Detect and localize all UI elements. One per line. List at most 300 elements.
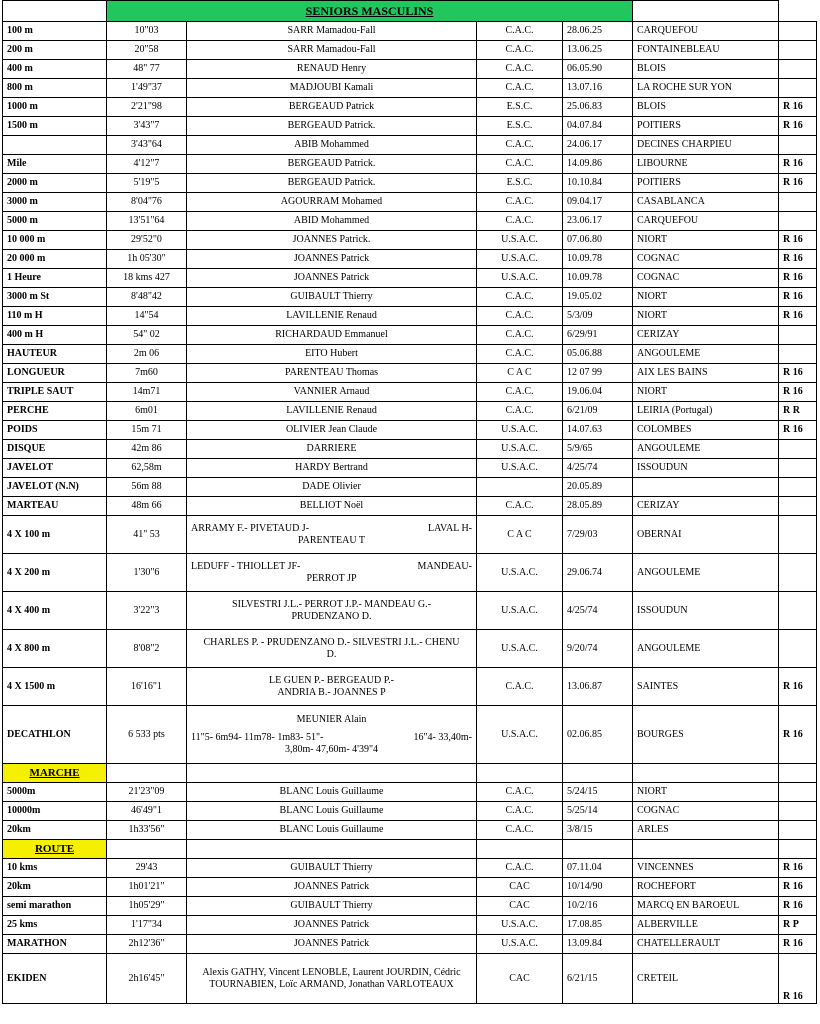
empty-cell	[779, 764, 817, 783]
date-cell: 5/25/14	[563, 802, 633, 821]
empty-cell	[477, 840, 563, 859]
event-cell: 5000 m	[3, 212, 107, 231]
club-cell: U.S.A.C.	[477, 231, 563, 250]
relay-team-line: ANDRIA B.- JOANNES P	[277, 686, 386, 698]
date-cell: 06.05.90	[563, 60, 633, 79]
header-row	[3, 1, 817, 22]
table-row	[3, 459, 817, 478]
club-cell: C.A.C.	[477, 497, 563, 516]
event-cell: 10000m	[3, 802, 107, 821]
date-cell: 14.09.86	[563, 155, 633, 174]
relay-team-line: CHARLES P. - PRUDENZANO D.- SILVESTRI J.L.- CHENU	[203, 636, 460, 648]
category-cell: R 16	[779, 307, 817, 326]
table-row	[3, 916, 817, 935]
place-cell: DECINES CHARPIEU	[633, 136, 779, 155]
club-cell: E.S.C.	[477, 174, 563, 193]
club-cell: C A C	[477, 364, 563, 383]
empty-cell	[477, 764, 563, 783]
performance-cell: 29'43	[107, 859, 187, 878]
club-cell	[477, 478, 563, 497]
date-cell: 02.06.85	[563, 706, 633, 764]
date-cell: 7/29/03	[563, 516, 633, 554]
decathlon-marks: 11"5- 6m94- 11m78- 1m83- 51"-	[191, 731, 324, 743]
empty-cell	[633, 840, 779, 859]
relay-team-line: LE GUEN P.- BERGEAUD P.-	[269, 674, 394, 686]
performance-cell: 6m01	[107, 402, 187, 421]
date-cell: 19.06.04	[563, 383, 633, 402]
event-cell	[3, 136, 107, 155]
club-cell: C.A.C.	[477, 212, 563, 231]
category-cell: R 16	[779, 383, 817, 402]
performance-cell: 2'21"98	[107, 98, 187, 117]
relay-row	[3, 516, 817, 554]
table-row	[3, 497, 817, 516]
athlete-cell: DADE Olivier	[187, 478, 477, 497]
place-cell: CARQUEFOU	[633, 22, 779, 41]
table-row	[3, 136, 817, 155]
category-cell: R 16	[779, 174, 817, 193]
club-cell: C.A.C.	[477, 288, 563, 307]
relay-team-line: ARRAMY F.- PIVETAUD J-	[191, 522, 310, 534]
date-cell: 4/25/74	[563, 459, 633, 478]
place-cell: ANGOULEME	[633, 630, 779, 668]
place-cell: ARLES	[633, 821, 779, 840]
place-cell: LA ROCHE SUR YON	[633, 79, 779, 98]
category-cell	[779, 212, 817, 231]
ekiden-row	[3, 954, 817, 1004]
table-row	[3, 155, 817, 174]
place-cell: MARCQ EN BAROEUL	[633, 897, 779, 916]
club-cell: U.S.A.C.	[477, 630, 563, 668]
table-row	[3, 79, 817, 98]
category-cell	[779, 136, 817, 155]
athlete-cell: OLIVIER Jean Claude	[187, 421, 477, 440]
athlete-cell: BERGEAUD Patrick.	[187, 117, 477, 136]
place-cell: LEIRIA (Portugal)	[633, 402, 779, 421]
event-cell: 4 X 200 m	[3, 554, 107, 592]
category-cell: R 16	[779, 288, 817, 307]
place-cell: NIORT	[633, 783, 779, 802]
place-cell: ANGOULEME	[633, 440, 779, 459]
athlete-cell: BERGEAUD Patrick.	[187, 155, 477, 174]
performance-cell: 10"03	[107, 22, 187, 41]
event-cell: TRIPLE SAUT	[3, 383, 107, 402]
route-section-title: ROUTE	[3, 840, 107, 859]
performance-cell: 14m71	[107, 383, 187, 402]
relay-team-line: PERROT JP	[306, 572, 357, 584]
club-cell: U.S.A.C.	[477, 706, 563, 764]
event-cell: 4 X 800 m	[3, 630, 107, 668]
relay-team-line: D.	[326, 648, 337, 660]
place-cell: NIORT	[633, 288, 779, 307]
date-cell: 13.07.16	[563, 79, 633, 98]
performance-cell: 42m 86	[107, 440, 187, 459]
place-cell: LIBOURNE	[633, 155, 779, 174]
table-row	[3, 174, 817, 193]
club-cell: C.A.C.	[477, 193, 563, 212]
event-cell: 4 X 100 m	[3, 516, 107, 554]
performance-cell: 29'52"0	[107, 231, 187, 250]
date-cell: 10/14/90	[563, 878, 633, 897]
performance-cell: 3'43"64	[107, 136, 187, 155]
performance-cell: 2h12'36"	[107, 935, 187, 954]
athlete-cell: BERGEAUD Patrick.	[187, 174, 477, 193]
club-cell: E.S.C.	[477, 117, 563, 136]
club-cell: C A C	[477, 516, 563, 554]
club-cell: U.S.A.C.	[477, 916, 563, 935]
empty-cell	[187, 764, 477, 783]
athlete-cell: JOANNES Patrick	[187, 269, 477, 288]
date-cell: 05.06.88	[563, 345, 633, 364]
date-cell: 13.06.25	[563, 41, 633, 60]
relay-row	[3, 554, 817, 592]
category-cell: R 16	[779, 250, 817, 269]
performance-cell: 18 kms 427	[107, 269, 187, 288]
date-cell: 07.11.04	[563, 859, 633, 878]
category-cell: R 16	[779, 155, 817, 174]
date-cell: 23.06.17	[563, 212, 633, 231]
club-cell: U.S.A.C.	[477, 440, 563, 459]
performance-cell: 3'43"7	[107, 117, 187, 136]
date-cell: 04.07.84	[563, 117, 633, 136]
event-cell: 4 X 1500 m	[3, 668, 107, 706]
relay-team-line: PARENTEAU T	[298, 534, 365, 546]
category-cell: R R	[779, 402, 817, 421]
performance-cell: 2h16'45"	[107, 954, 187, 1004]
event-cell: 100 m	[3, 22, 107, 41]
performance-cell: 41" 53	[107, 516, 187, 554]
club-cell: C.A.C.	[477, 821, 563, 840]
date-cell: 5/24/15	[563, 783, 633, 802]
date-cell: 24.06.17	[563, 136, 633, 155]
category-cell: R 16	[779, 897, 817, 916]
event-cell: 10 kms	[3, 859, 107, 878]
category-cell	[779, 60, 817, 79]
date-cell: 10.09.78	[563, 250, 633, 269]
category-cell: R 16	[779, 231, 817, 250]
place-cell: CASABLANCA	[633, 193, 779, 212]
table-row	[3, 383, 817, 402]
athlete-cell: PARENTEAU Thomas	[187, 364, 477, 383]
club-cell: U.S.A.C.	[477, 421, 563, 440]
category-cell: R 16	[779, 935, 817, 954]
relay-team-line: SILVESTRI J.L.- PERROT J.P.- MANDEAU G.-	[232, 598, 431, 610]
event-cell: 20km	[3, 821, 107, 840]
category-cell: R 16	[779, 878, 817, 897]
athlete-name: MEUNIER Alain	[296, 713, 367, 725]
route-header-row	[3, 840, 817, 859]
athlete-cell: RICHARDAUD Emmanuel	[187, 326, 477, 345]
club-cell: C.A.C.	[477, 41, 563, 60]
club-cell: C.A.C.	[477, 783, 563, 802]
performance-cell: 15m 71	[107, 421, 187, 440]
club-cell: C.A.C.	[477, 859, 563, 878]
place-cell: BOURGES	[633, 706, 779, 764]
empty-cell	[107, 840, 187, 859]
performance-cell: 56m 88	[107, 478, 187, 497]
club-cell: U.S.A.C.	[477, 554, 563, 592]
event-cell: 110 m H	[3, 307, 107, 326]
club-cell: E.S.C.	[477, 98, 563, 117]
place-cell: CHATELLERAULT	[633, 935, 779, 954]
table-row	[3, 478, 817, 497]
empty-cell	[563, 840, 633, 859]
table-row	[3, 250, 817, 269]
event-cell: JAVELOT	[3, 459, 107, 478]
place-cell: VINCENNES	[633, 859, 779, 878]
event-cell: 3000 m	[3, 193, 107, 212]
date-cell: 13.09.84	[563, 935, 633, 954]
date-cell: 10.10.84	[563, 174, 633, 193]
athlete-cell: BLANC Louis Guillaume	[187, 821, 477, 840]
category-cell: R 16	[779, 98, 817, 117]
category-cell	[779, 345, 817, 364]
date-cell: 12 07 99	[563, 364, 633, 383]
category-cell	[779, 326, 817, 345]
table-row	[3, 193, 817, 212]
event-cell: DISQUE	[3, 440, 107, 459]
event-cell: 800 m	[3, 79, 107, 98]
table-row	[3, 326, 817, 345]
performance-cell: 1h05'29"	[107, 897, 187, 916]
event-cell: 1500 m	[3, 117, 107, 136]
records-body	[3, 1, 817, 1004]
place-cell: SAINTES	[633, 668, 779, 706]
date-cell: 4/25/74	[563, 592, 633, 630]
club-cell: C.A.C.	[477, 307, 563, 326]
event-cell: JAVELOT (N.N)	[3, 478, 107, 497]
club-cell: CAC	[477, 954, 563, 1004]
category-cell: R 16	[779, 706, 817, 764]
athlete-cell: DARRIERE	[187, 440, 477, 459]
performance-cell: 1h33'56"	[107, 821, 187, 840]
performance-cell: 54" 02	[107, 326, 187, 345]
performance-cell: 1'49"37	[107, 79, 187, 98]
athlete-cell: GUIBAULT Thierry	[187, 288, 477, 307]
performance-cell: 1'30"6	[107, 554, 187, 592]
empty-cell	[633, 764, 779, 783]
relay-team-line: LEDUFF - THIOLLET JF-	[191, 560, 301, 572]
date-cell: 14.07.63	[563, 421, 633, 440]
performance-cell: 6 533 pts	[107, 706, 187, 764]
category-cell	[779, 554, 817, 592]
relay-team-line: LAVAL H-	[428, 522, 472, 534]
place-cell	[633, 478, 779, 497]
page-title: SENIORS MASCULINS	[107, 1, 633, 22]
table-row	[3, 859, 817, 878]
athlete-cell: BLANC Louis Guillaume	[187, 783, 477, 802]
event-cell: 400 m H	[3, 326, 107, 345]
place-cell: ROCHEFORT	[633, 878, 779, 897]
relay-team-cell	[187, 630, 477, 668]
place-cell: NIORT	[633, 307, 779, 326]
event-cell: 10 000 m	[3, 231, 107, 250]
event-cell: 1000 m	[3, 98, 107, 117]
club-cell: C.A.C.	[477, 668, 563, 706]
table-row	[3, 897, 817, 916]
place-cell: CRETEIL	[633, 954, 779, 1004]
header-blank-left	[3, 1, 107, 22]
place-cell: ISSOUDUN	[633, 459, 779, 478]
table-row	[3, 878, 817, 897]
event-cell: 2000 m	[3, 174, 107, 193]
performance-cell: 21'23"09	[107, 783, 187, 802]
table-row	[3, 231, 817, 250]
club-cell: C.A.C.	[477, 79, 563, 98]
relay-team-cell	[187, 592, 477, 630]
place-cell: POITIERS	[633, 174, 779, 193]
place-cell: BLOIS	[633, 98, 779, 117]
empty-cell	[563, 764, 633, 783]
date-cell: 9/20/74	[563, 630, 633, 668]
event-cell: POIDS	[3, 421, 107, 440]
decathlon-detail-cell	[187, 706, 477, 764]
place-cell: POITIERS	[633, 117, 779, 136]
event-cell: 3000 m St	[3, 288, 107, 307]
category-cell	[779, 193, 817, 212]
place-cell: COGNAC	[633, 269, 779, 288]
table-row	[3, 212, 817, 231]
date-cell: 29.06.74	[563, 554, 633, 592]
records-table	[2, 0, 817, 1004]
club-cell: C.A.C.	[477, 155, 563, 174]
marche-section-title: MARCHE	[3, 764, 107, 783]
table-row	[3, 117, 817, 136]
athlete-cell: BELLIOT Noël	[187, 497, 477, 516]
table-row	[3, 421, 817, 440]
performance-cell: 48" 77	[107, 60, 187, 79]
place-cell: AIX LES BAINS	[633, 364, 779, 383]
performance-cell: 2m 06	[107, 345, 187, 364]
performance-cell: 13'51"64	[107, 212, 187, 231]
athlete-cell: Alexis GATHY, Vincent LENOBLE, Laurent JOURDIN, Cédric TOURNABIEN, Loïc ARMAND, Jonathan VARLOTEAUX	[187, 954, 477, 1004]
relay-row	[3, 668, 817, 706]
athlete-cell: VANNIER Arnaud	[187, 383, 477, 402]
decathlon-marks: 3,80m- 47,60m- 4'39"4	[284, 743, 379, 755]
performance-cell: 5'19"5	[107, 174, 187, 193]
event-cell: PERCHE	[3, 402, 107, 421]
place-cell: NIORT	[633, 383, 779, 402]
date-cell: 6/21/15	[563, 954, 633, 1004]
performance-cell: 1'17"34	[107, 916, 187, 935]
event-cell: 5000m	[3, 783, 107, 802]
athlete-cell: JOANNES Patrick	[187, 878, 477, 897]
event-cell: LONGUEUR	[3, 364, 107, 383]
event-cell: 20 000 m	[3, 250, 107, 269]
date-cell: 07.06.80	[563, 231, 633, 250]
category-cell: R 16	[779, 421, 817, 440]
table-row	[3, 288, 817, 307]
club-cell: C.A.C.	[477, 60, 563, 79]
date-cell: 13.06.87	[563, 668, 633, 706]
performance-cell: 4'12"7	[107, 155, 187, 174]
place-cell: COGNAC	[633, 802, 779, 821]
event-cell: MARATHON	[3, 935, 107, 954]
performance-cell: 16'16"1	[107, 668, 187, 706]
relay-team-cell	[187, 668, 477, 706]
relay-team-cell	[187, 516, 477, 554]
decathlon-marks: 16"4- 33,40m-	[413, 731, 472, 743]
performance-cell: 8'48"42	[107, 288, 187, 307]
relay-team-line: MANDEAU-	[417, 560, 472, 572]
athlete-cell: BLANC Louis Guillaume	[187, 802, 477, 821]
category-cell: R 16	[779, 364, 817, 383]
performance-cell: 46'49"1	[107, 802, 187, 821]
relay-team-line: PRUDENZANO D.	[291, 610, 372, 622]
athlete-cell: LAVILLENIE Renaud	[187, 307, 477, 326]
table-row	[3, 98, 817, 117]
club-cell: C.A.C.	[477, 345, 563, 364]
date-cell: 28.06.25	[563, 22, 633, 41]
performance-cell: 3'22"3	[107, 592, 187, 630]
club-cell: C.A.C.	[477, 802, 563, 821]
date-cell: 10/2/16	[563, 897, 633, 916]
place-cell: ANGOULEME	[633, 554, 779, 592]
relay-row	[3, 592, 817, 630]
club-cell: U.S.A.C.	[477, 592, 563, 630]
event-cell: MARTEAU	[3, 497, 107, 516]
club-cell: C.A.C.	[477, 326, 563, 345]
place-cell: ISSOUDUN	[633, 592, 779, 630]
event-cell: 1 Heure	[3, 269, 107, 288]
category-cell	[779, 478, 817, 497]
header-blank-corner	[779, 1, 817, 22]
athlete-cell: JOANNES Patrick	[187, 250, 477, 269]
category-cell: R 16	[779, 954, 817, 1004]
club-cell: C.A.C.	[477, 22, 563, 41]
marche-header-row	[3, 764, 817, 783]
performance-cell: 14"54	[107, 307, 187, 326]
event-cell: 25 kms	[3, 916, 107, 935]
athlete-cell: GUIBAULT Thierry	[187, 897, 477, 916]
relay-team-cell	[187, 554, 477, 592]
athlete-cell: JOANNES Patrick.	[187, 231, 477, 250]
performance-cell: 7m60	[107, 364, 187, 383]
event-cell: 20km	[3, 878, 107, 897]
club-cell: C.A.C.	[477, 402, 563, 421]
event-cell: HAUTEUR	[3, 345, 107, 364]
category-cell	[779, 497, 817, 516]
event-cell: semi marathon	[3, 897, 107, 916]
athlete-cell: JOANNES Patrick	[187, 935, 477, 954]
event-cell: EKIDEN	[3, 954, 107, 1004]
athlete-cell: MADJOUBI Kamali	[187, 79, 477, 98]
date-cell: 28.05.89	[563, 497, 633, 516]
date-cell: 20.05.89	[563, 478, 633, 497]
athlete-cell: SARR Mamadou-Fall	[187, 22, 477, 41]
club-cell: U.S.A.C.	[477, 250, 563, 269]
athlete-cell: AGOURRAM Mohamed	[187, 193, 477, 212]
athlete-cell: HARDY Bertrand	[187, 459, 477, 478]
table-row	[3, 440, 817, 459]
empty-cell	[107, 764, 187, 783]
event-cell: 4 X 400 m	[3, 592, 107, 630]
place-cell: CERIZAY	[633, 497, 779, 516]
club-cell: CAC	[477, 878, 563, 897]
place-cell: NIORT	[633, 231, 779, 250]
athlete-cell: SARR Mamadou-Fall	[187, 41, 477, 60]
athlete-cell: ABIB Mohammed	[187, 136, 477, 155]
category-cell	[779, 592, 817, 630]
place-cell: ANGOULEME	[633, 345, 779, 364]
date-cell: 3/8/15	[563, 821, 633, 840]
place-cell: OBERNAI	[633, 516, 779, 554]
place-cell: CERIZAY	[633, 326, 779, 345]
place-cell: ALBERVILLE	[633, 916, 779, 935]
empty-cell	[779, 840, 817, 859]
table-row	[3, 821, 817, 840]
table-row	[3, 22, 817, 41]
